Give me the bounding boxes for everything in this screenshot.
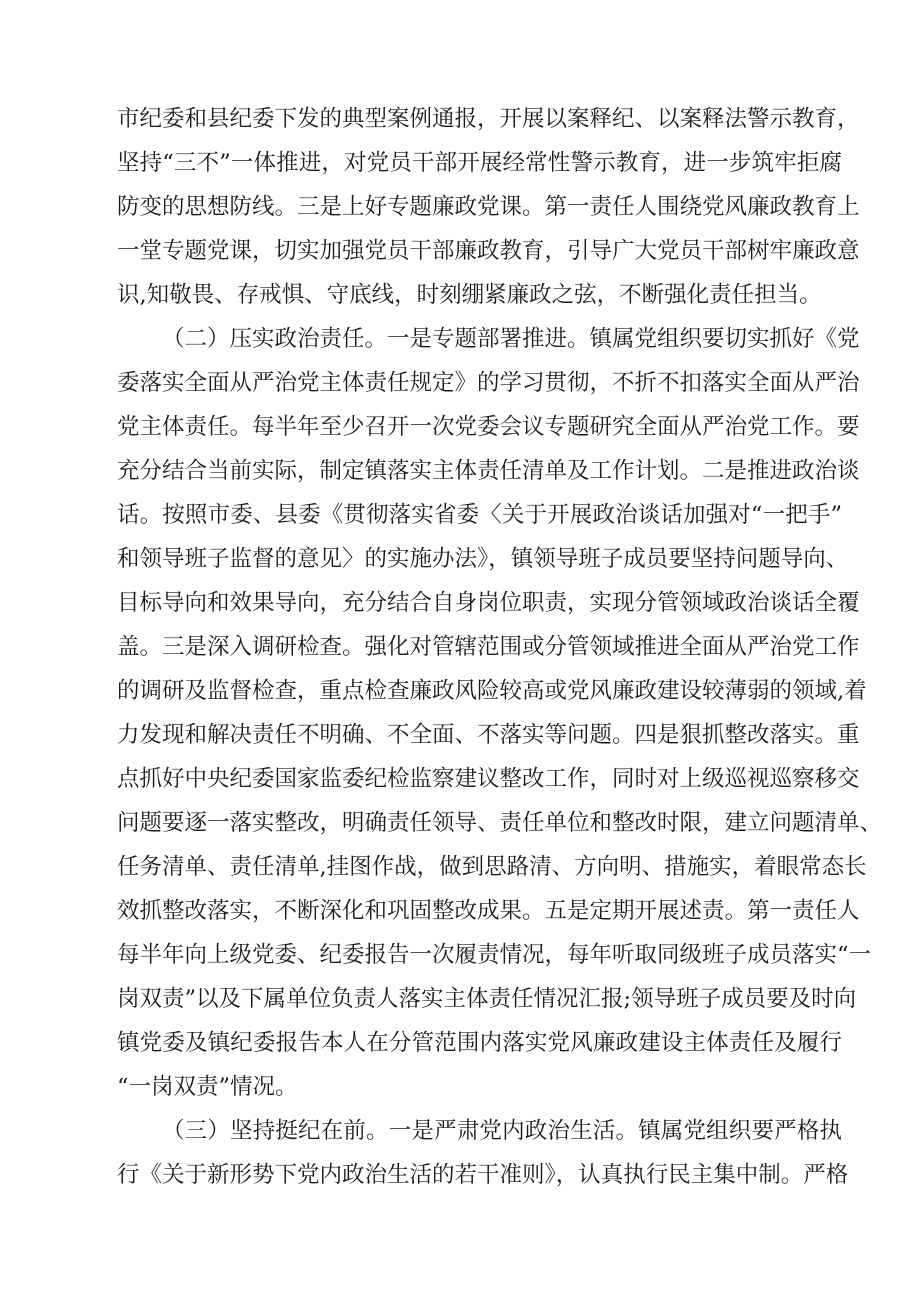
text-line: 问题要逐一落实整改，明确责任领导、责任单位和整改时限，建立问题清单、 [117,810,883,836]
text-line: 任务清单、责任清单,挂图作战，做到思路清、方向明、措施实，着眼常态长 [117,854,867,880]
text-line: 行《关于新形势下党内政治生活的若干准则》，认真执行民主集中制。严格 [117,1162,849,1188]
text-line: 力发现和解决责任不明确、不全面、不落实等问题。四是狠抓整改落实。重 [117,722,860,748]
text-line: 每半年向上级党委、纪委报告一次履责情况，每年听取同级班子成员落实“一 [117,942,872,968]
text-line: 充分结合当前实际，制定镇落实主体责任清单及工作计划。二是推进政治谈 [117,458,860,484]
section-heading-line: （三）坚持挺纪在前。一是严肃党内政治生活。镇属党组织要严格执 [162,1118,842,1144]
text-line: 防变的思想防线。三是上好专题廉政党课。第一责任人围绕党风廉政教育上 [117,194,860,220]
text-line: 岗双责”以及下属单位负责人落实主体责任情况汇报;领导班子成员要及时向 [117,986,857,1012]
text-line: 市纪委和县纪委下发的典型案例通报，开展以案释纪、以案释法警示教育， [117,106,860,132]
text-line: 盖。三是深入调研检查。强化对管辖范围或分管领域推进全面从严治党工作 [117,634,860,660]
section-heading-line: （二）压实政治责任。一是专题部署推进。镇属党组织要切实抓好《党 [162,326,860,352]
text-line: 效抓整改落实，不断深化和巩固整改成果。五是定期开展述责。第一责任人 [117,898,860,924]
text-line: 镇党委及镇纪委报告本人在分管范围内落实党风廉政建设主体责任及履行 [117,1030,842,1056]
text-line: “一岗双责”情况。 [117,1074,298,1100]
text-line: 党主体责任。每半年至少召开一次党委会议专题研究全面从严治党工作。要 [117,414,860,440]
text-line: 目标导向和效果导向，充分结合自身岗位职责，实现分管领域政治谈话全覆 [117,590,860,616]
text-line: 的调研及监督检查，重点检查廉政风险较高或党风廉政建设较薄弱的领域,着 [117,678,867,704]
text-line: 话。按照市委、县委《贯彻落实省委〈关于开展政治谈话加强对“一把手” [117,502,842,528]
text-line: 委落实全面从严治党主体责任规定》的学习贯彻，不折不扣落实全面从严治 [117,370,860,396]
text-line: 和领导班子监督的意见〉的实施办法》，镇领导班子成员要坚持问题导向、 [117,546,849,572]
text-line: 坚持“三不”一体推进，对党员干部开展经常性警示教育，进一步筑牢拒腐 [117,150,842,176]
body-text [117,97,883,1197]
text-line: 一堂专题党课，切实加强党员干部廉政教育，引导广大党员干部树牢廉政意 [117,238,860,264]
text-line: 点抓好中央纪委国家监委纪检监察建议整改工作，同时对上级巡视巡察移交 [117,766,860,792]
text-line: 识,知敬畏、存戒惧、守底线，时刻绷紧廉政之弦，不断强化责任担当。 [117,282,822,308]
